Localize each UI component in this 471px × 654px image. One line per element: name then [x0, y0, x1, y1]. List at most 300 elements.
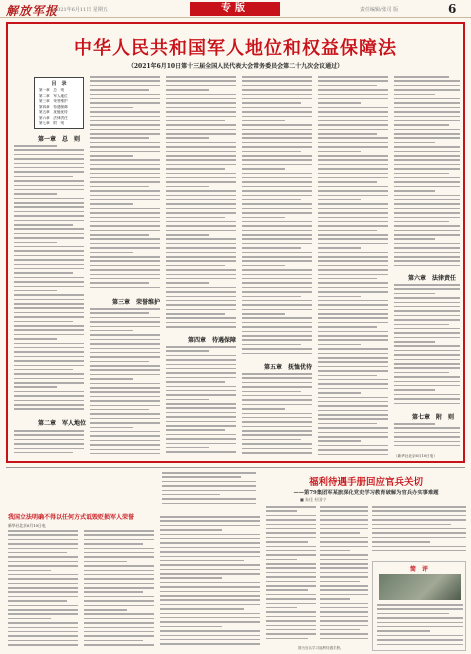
text-line [90, 418, 160, 420]
text-line [166, 98, 236, 100]
text-line [394, 337, 460, 339]
text-line [318, 401, 388, 403]
toc-item: 第三章 荣誉维护 [39, 99, 68, 103]
toc-item: 第一章 总 则 [39, 88, 65, 92]
text-line [166, 434, 236, 436]
text-line [166, 243, 236, 245]
text-line [14, 167, 84, 169]
text-line [14, 176, 73, 178]
text-line [242, 203, 312, 205]
text-line [14, 430, 84, 432]
text-line [318, 440, 361, 442]
text-line [242, 309, 312, 311]
text-line [394, 324, 449, 326]
text-line [162, 503, 256, 505]
text-line [318, 296, 361, 298]
text-line [166, 309, 236, 311]
text-line [318, 379, 388, 381]
text-line [14, 316, 84, 318]
text-line [394, 124, 449, 126]
text-line [90, 168, 160, 170]
text-line [372, 550, 466, 552]
text-line [318, 80, 388, 82]
text-line [90, 378, 133, 380]
text-line [166, 260, 236, 262]
text-line [14, 408, 84, 410]
text-line [90, 453, 160, 455]
text-line [166, 217, 225, 219]
text-line [320, 589, 368, 591]
text-line [377, 630, 430, 632]
text-line [320, 510, 368, 512]
text-line [320, 572, 368, 574]
text-line [320, 594, 368, 596]
text-line [166, 225, 236, 227]
text-line [318, 133, 377, 135]
text-line [318, 265, 388, 267]
text-line [242, 399, 312, 401]
text-line [14, 228, 84, 230]
text-line [160, 643, 260, 645]
text-line [242, 133, 312, 135]
text-line [90, 243, 160, 245]
text-line [160, 556, 260, 558]
text-line [242, 269, 312, 271]
text-line [242, 98, 312, 100]
text-line [372, 510, 466, 512]
text-line [266, 559, 297, 561]
text-line [166, 102, 236, 104]
text-line [84, 596, 154, 598]
text-line [84, 543, 143, 545]
text-line [160, 608, 244, 610]
text-line [394, 345, 460, 347]
text-line [14, 250, 84, 252]
text-line [318, 331, 388, 333]
text-line [320, 581, 360, 583]
text-line [166, 451, 236, 453]
text-line [242, 102, 301, 104]
text-line [14, 378, 84, 380]
text-line [266, 638, 308, 640]
text-line [160, 560, 244, 562]
text-line [242, 195, 312, 197]
text-line [90, 252, 133, 254]
toc-heading: 目 录 [51, 81, 67, 87]
text-line [84, 613, 154, 615]
text-line [242, 386, 312, 388]
text-line [84, 570, 154, 572]
text-line [320, 563, 368, 565]
text-line [266, 554, 316, 556]
text-line [266, 589, 308, 591]
text-line [318, 181, 377, 183]
text-line [160, 639, 260, 641]
text-line [90, 317, 160, 319]
text-line [242, 382, 312, 384]
text-line [14, 334, 84, 336]
text-line [90, 164, 160, 166]
text-line [90, 422, 160, 424]
text-line [160, 630, 260, 632]
text-line [266, 546, 316, 548]
text-line [318, 375, 377, 377]
text-line [8, 644, 78, 646]
text-line [394, 359, 460, 361]
text-line [266, 581, 316, 583]
text-line [318, 436, 388, 438]
text-line [394, 332, 460, 334]
text-line [8, 627, 78, 629]
text-line [14, 281, 84, 283]
text-line [84, 609, 127, 611]
text-line [372, 537, 466, 539]
text-line [84, 640, 143, 642]
review-label: 简 评 [409, 566, 428, 573]
text-line [14, 264, 84, 266]
text-line [162, 498, 256, 500]
text-line [394, 265, 460, 267]
text-line [318, 221, 388, 223]
text-line [90, 269, 160, 271]
text-line [166, 300, 236, 302]
text-line [242, 421, 312, 423]
text-line [242, 395, 312, 397]
text-line [320, 576, 368, 578]
text-line [90, 76, 160, 78]
text-line [394, 354, 460, 356]
text-line [242, 181, 312, 183]
text-line [90, 247, 160, 249]
text-line [90, 312, 149, 314]
text-line [318, 383, 388, 385]
text-line [90, 400, 160, 402]
law-text-column [90, 308, 160, 460]
section-banner: 专版 [190, 2, 280, 16]
text-line [320, 528, 368, 530]
text-line [394, 199, 460, 201]
text-line [266, 633, 316, 635]
text-line [14, 242, 57, 244]
text-line [394, 243, 460, 245]
text-line [242, 190, 312, 192]
text-line [318, 339, 388, 341]
text-line [318, 186, 388, 188]
text-line [166, 208, 236, 210]
text-line [166, 368, 236, 370]
text-line [242, 434, 312, 436]
text-line [90, 352, 160, 354]
text-line [166, 359, 236, 361]
text-line [160, 551, 260, 553]
text-line [14, 321, 73, 323]
text-line [14, 237, 84, 239]
text-line [160, 577, 222, 579]
text-line [318, 212, 388, 214]
photo-caption: 图为官兵学习福利待遇手册。 [298, 646, 344, 650]
text-line [242, 208, 312, 210]
text-line [318, 274, 388, 276]
text-line [242, 199, 301, 201]
text-line [90, 260, 160, 262]
text-line [90, 159, 160, 161]
text-line [318, 432, 388, 434]
text-line [166, 346, 236, 348]
text-line [166, 155, 236, 157]
text-line [8, 561, 78, 563]
text-line [394, 297, 460, 299]
text-line [14, 307, 84, 309]
text-line [160, 613, 260, 615]
text-line [162, 494, 220, 496]
text-line [166, 313, 225, 315]
text-line [166, 164, 236, 166]
text-line [394, 252, 460, 254]
text-line [394, 203, 460, 205]
text-line [8, 587, 78, 589]
text-line [242, 300, 312, 302]
text-line [242, 230, 312, 232]
text-line [8, 574, 78, 576]
text-line [90, 89, 149, 91]
text-line [394, 159, 460, 161]
text-line [394, 319, 460, 321]
text-line [242, 413, 312, 415]
text-line [90, 369, 160, 371]
text-line [14, 356, 84, 358]
text-line [394, 315, 460, 317]
text-line [318, 344, 361, 346]
text-line [318, 287, 388, 289]
text-line [266, 625, 316, 627]
text-line [8, 565, 78, 567]
text-line [84, 587, 154, 589]
text-line [394, 186, 460, 188]
text-line [166, 142, 236, 144]
text-line [90, 225, 160, 227]
text-line [242, 85, 312, 87]
text-line [84, 539, 154, 541]
text-line [377, 626, 463, 628]
text-line [14, 193, 57, 195]
text-line [377, 608, 463, 610]
text-line [90, 365, 160, 367]
text-line [166, 146, 236, 148]
dispatch-note: （新华社北京6月10日电） [394, 454, 437, 458]
text-line [90, 413, 160, 415]
text-line [318, 129, 388, 131]
text-line [242, 225, 312, 227]
text-line [90, 278, 160, 280]
text-line [318, 366, 388, 368]
text-line [8, 596, 78, 598]
text-line [166, 364, 236, 366]
text-line [90, 221, 160, 223]
text-line [90, 186, 149, 188]
text-line [162, 485, 256, 487]
text-line [90, 391, 160, 393]
text-line [318, 217, 388, 219]
text-line [318, 335, 388, 337]
text-line [90, 330, 133, 332]
feature-byline: ■ 朱佳 杜国宁 [300, 497, 327, 502]
text-line [242, 111, 312, 113]
text-line [372, 546, 466, 548]
text-line [242, 129, 312, 131]
text-line [266, 572, 316, 574]
text-line [242, 265, 285, 267]
text-line [160, 529, 222, 531]
text-line [242, 217, 285, 219]
text-line [394, 436, 460, 438]
text-line [166, 230, 236, 232]
text-line [394, 288, 460, 290]
text-line [14, 246, 84, 248]
text-line [394, 151, 460, 153]
text-line [242, 417, 312, 419]
text-line [242, 80, 312, 82]
text-line [90, 339, 160, 341]
text-line [318, 238, 388, 240]
text-line [242, 186, 312, 188]
text-line [318, 388, 388, 390]
text-line [394, 89, 460, 91]
text-line [90, 177, 160, 179]
text-line [8, 618, 51, 620]
law-text-column [394, 423, 460, 453]
text-line [242, 260, 312, 262]
text-line [8, 591, 78, 593]
text-line [166, 390, 236, 392]
text-line [84, 556, 154, 558]
text-line [320, 506, 368, 508]
text-line [90, 142, 160, 144]
text-line [90, 85, 160, 87]
text-line [166, 133, 236, 135]
text-line [166, 386, 236, 388]
text-line [14, 443, 84, 445]
text-line [90, 440, 160, 442]
text-line [160, 621, 260, 623]
text-line [160, 626, 222, 628]
text-line [14, 448, 84, 450]
text-line [84, 635, 154, 637]
text-line [242, 120, 285, 122]
header-meta: 责任编辑/张司 版 [360, 7, 399, 13]
text-line [166, 151, 236, 153]
text-line [242, 155, 312, 157]
text-line [394, 445, 460, 447]
text-line [394, 350, 460, 352]
text-line [318, 309, 388, 311]
text-line [14, 360, 84, 362]
text-line [318, 173, 388, 175]
text-line [14, 373, 84, 375]
text-line [90, 199, 160, 201]
text-line [266, 603, 316, 605]
text-line [394, 212, 460, 214]
law-text-column [166, 76, 236, 332]
commentary-text-column [84, 530, 154, 650]
text-line [394, 328, 460, 330]
text-line [90, 111, 160, 113]
text-line [8, 556, 78, 558]
chapter-heading: 第四章 待遇保障 [188, 337, 237, 344]
text-line [242, 344, 301, 346]
text-line [166, 129, 236, 131]
text-line [242, 256, 312, 258]
text-line [14, 434, 84, 436]
text-line [242, 116, 312, 118]
law-text-column [90, 76, 160, 294]
text-line [394, 129, 460, 131]
text-line [166, 221, 236, 223]
text-line [318, 353, 388, 355]
text-line [394, 225, 460, 227]
text-line [242, 439, 301, 441]
text-line [242, 430, 312, 432]
feature-headline: 福利待遇手册回应官兵关切 [308, 477, 423, 488]
toc-item: 第七章 附 则 [39, 121, 65, 125]
text-line [90, 383, 160, 385]
text-line [166, 107, 236, 109]
text-line [318, 85, 377, 87]
text-line [90, 234, 149, 236]
text-line [8, 605, 78, 607]
text-line [14, 347, 84, 349]
text-line [394, 432, 460, 434]
text-line [318, 410, 388, 412]
text-line [266, 576, 316, 578]
text-line [8, 534, 78, 536]
text-line [8, 530, 78, 532]
law-text-column [394, 76, 460, 270]
text-line [166, 124, 236, 126]
text-line [318, 357, 388, 359]
text-line [166, 120, 225, 122]
text-line [320, 532, 360, 534]
text-line [90, 146, 160, 148]
text-line [90, 396, 160, 398]
text-line [394, 155, 460, 157]
text-line [320, 638, 368, 640]
text-line [166, 421, 236, 423]
text-line [242, 335, 312, 337]
text-line [318, 247, 361, 249]
text-line [318, 317, 388, 319]
text-line [14, 395, 84, 397]
text-line [394, 98, 460, 100]
text-line [266, 598, 316, 600]
text-line [242, 287, 312, 289]
text-line [90, 195, 160, 197]
text-line [318, 225, 388, 227]
commentary-byline: 新华社北京6月10日电 [8, 523, 46, 528]
text-line [394, 137, 460, 139]
text-line [320, 524, 368, 526]
table-of-contents [34, 77, 84, 129]
law-text-column [318, 76, 388, 460]
text-line [14, 158, 84, 160]
text-line [14, 286, 84, 288]
text-line [394, 80, 460, 82]
text-line [318, 418, 388, 420]
text-line [166, 407, 236, 409]
text-line [394, 146, 460, 148]
text-line [242, 159, 312, 161]
text-line [394, 403, 460, 405]
text-line [242, 151, 301, 153]
